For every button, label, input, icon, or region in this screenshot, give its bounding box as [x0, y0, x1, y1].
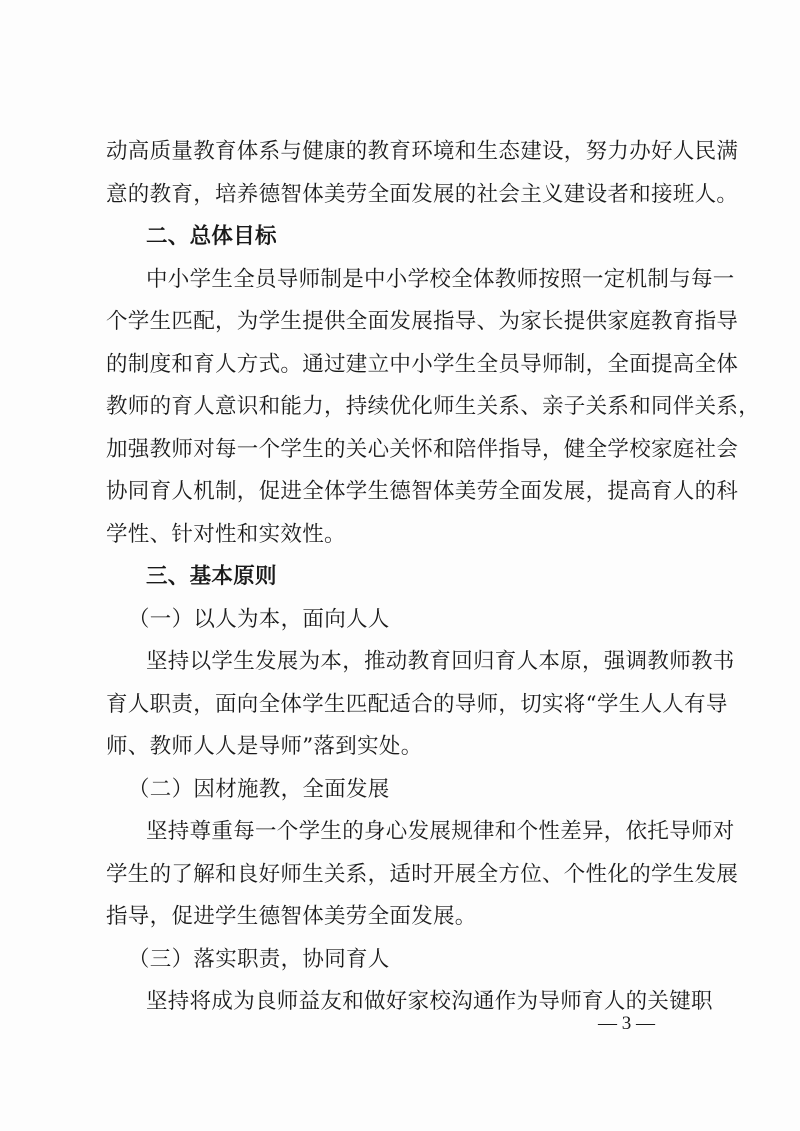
page-number: — 3 —	[598, 1013, 655, 1034]
text-line: 教师的育人意识和能力，持续优化师生关系、亲子关系和同伴关系，	[106, 394, 761, 419]
text-line: 中小学生全员导师制是中小学校全体教师按照一定机制与每一	[146, 267, 735, 292]
text-line: 个学生匹配，为学生提供全面发展指导、为家长提供家庭教育指导	[106, 309, 739, 334]
text-line: 指导，促进学生德智体美劳全面发展。	[106, 904, 477, 929]
text-line: 加强教师对每一个学生的关心关怀和陪伴指导，健全学校家庭社会	[106, 437, 739, 462]
text-line: 师、教师人人是导师”落到实处。	[106, 734, 423, 759]
text-line: 育人职责，面向全体学生匹配适合的导师，切实将“学生人人有导	[106, 692, 728, 717]
text-line: 学性、针对性和实效性。	[106, 522, 346, 547]
text-line: 坚持尊重每一个学生的身心发展规律和个性差异，依托导师对	[146, 819, 735, 844]
text-line: 协同育人机制，促进全体学生德智体美劳全面发展，提高育人的科	[106, 479, 739, 504]
text-line: 学生的了解和良好师生关系，适时开展全方位、个性化的学生发展	[106, 862, 739, 887]
section-heading: 三、基本原则	[146, 564, 277, 589]
text-line: 动高质量教育体系与健康的教育环境和生态建设，努力办好人民满	[106, 139, 739, 164]
text-line: 意的教育，培养德智体美劳全面发展的社会主义建设者和接班人。	[106, 182, 739, 207]
section-heading: 二、总体目标	[146, 224, 277, 249]
text-line: 坚持以学生发展为本，推动教育回归育人本原，强调教师教书	[146, 649, 735, 674]
subsection-heading: （三）落实职责，协同育人	[128, 947, 390, 972]
text-line: 坚持将成为良师益友和做好家校沟通作为导师育人的关键职	[146, 989, 713, 1014]
subsection-heading: （一）以人为本，面向人人	[128, 607, 390, 632]
text-line: 的制度和育人方式。通过建立中小学生全员导师制，全面提高全体	[106, 352, 739, 377]
subsection-heading: （二）因材施教，全面发展	[128, 777, 390, 802]
